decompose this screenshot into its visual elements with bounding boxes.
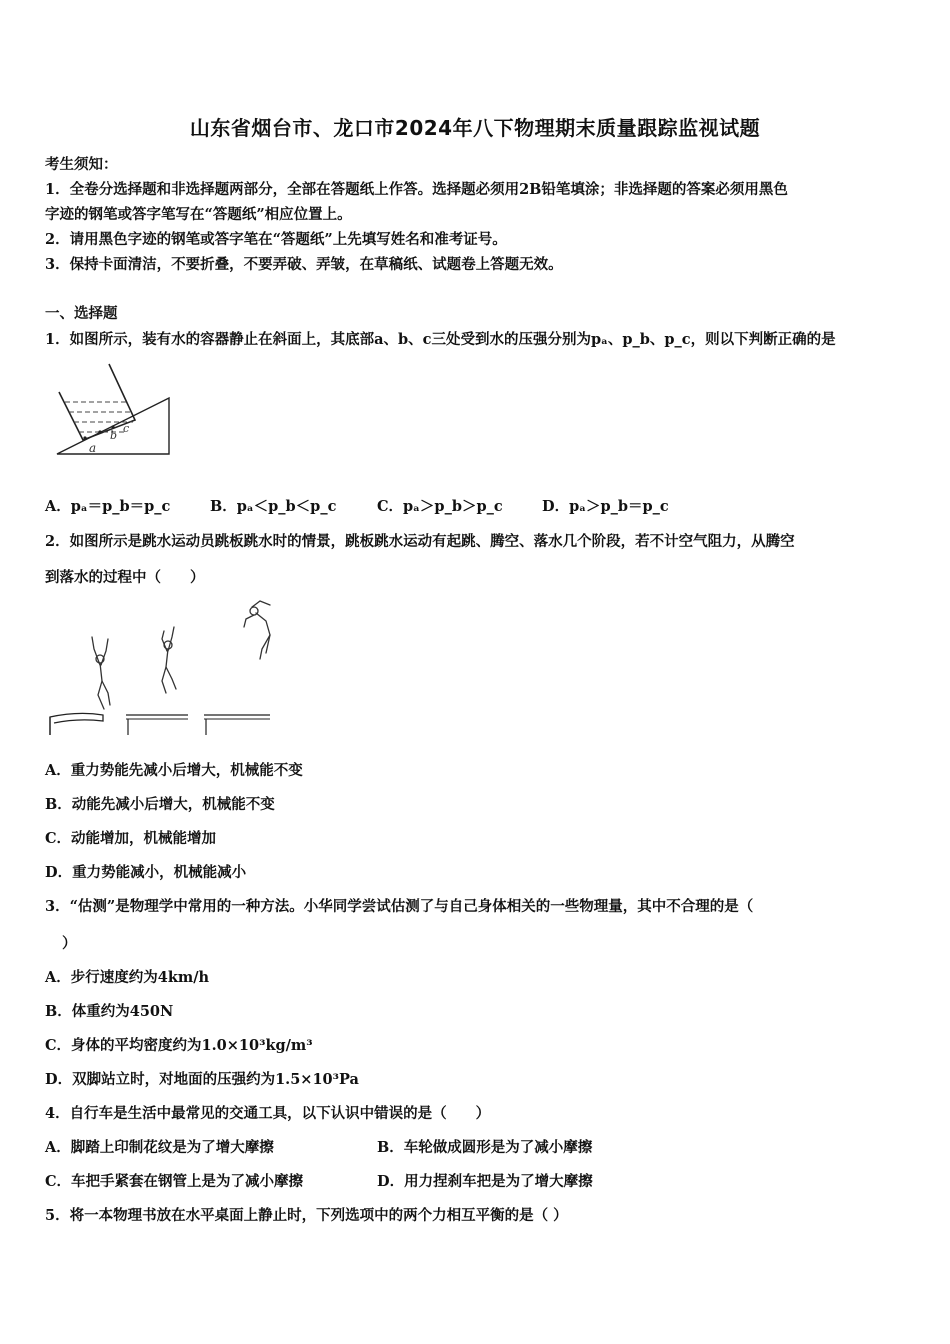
q1-container-on-slope-figure <box>55 362 173 458</box>
section-heading: 一、选择题 <box>45 305 118 322</box>
notice-item-1-line-1: 1．全卷分选择题和非选择题两部分，全部在答题纸上作答。选择题必须用2B铅笔填涂；非选择题的答案必须用黑色 <box>45 181 788 198</box>
q4-option-b[interactable]: B．车轮做成圆形是为了减小摩擦 <box>377 1139 593 1156</box>
q3-option-d[interactable]: D．双脚站立时，对地面的压强约为1.5×10³Pa <box>45 1071 359 1088</box>
q2-stem-line-1: 2．如图所示是跳水运动员跳板跳水时的情景，跳板跳水运动有起跳、腾空、落水几个阶段，若不计空气阻力，从腾空 <box>45 533 795 550</box>
q3-option-c[interactable]: C．身体的平均密度约为1.0×10³kg/m³ <box>45 1037 313 1054</box>
notice-item-3: 3．保持卡面清洁，不要折叠，不要弄破、弄皱，在草稿纸、试题卷上答题无效。 <box>45 256 563 273</box>
q2-option-b[interactable]: B．动能先减小后增大，机械能不变 <box>45 796 275 813</box>
q2-option-c[interactable]: C．动能增加，机械能增加 <box>45 830 217 847</box>
q4-option-d[interactable]: D．用力捏刹车把是为了增大摩擦 <box>377 1173 593 1190</box>
q2-option-d[interactable]: D．重力势能减小，机械能减小 <box>45 864 247 881</box>
q3-stem-line-2: ） <box>62 935 77 952</box>
q1-option-c[interactable]: C．pₐ＞p_b＞p_c <box>377 498 503 515</box>
page-title: 山东省烟台市、龙口市2024年八下物理期末质量跟踪监视试题 <box>189 116 761 140</box>
q4-option-a[interactable]: A．脚踏上印制花纹是为了增大摩擦 <box>45 1139 274 1156</box>
q1-label-b: b <box>110 429 118 442</box>
q1-option-d[interactable]: D．pₐ＞p_b＝p_c <box>542 498 669 515</box>
notice-item-1-line-2: 字迹的钢笔或答字笔写在“答题纸”相应位置上。 <box>45 206 352 223</box>
notice-heading: 考生须知： <box>45 156 118 173</box>
q1-label-c: c <box>123 422 130 435</box>
q3-option-a[interactable]: A．步行速度约为4km/h <box>45 969 210 986</box>
q2-stem-line-2: 到落水的过程中（ ） <box>45 569 205 586</box>
notice-item-2: 2．请用黑色字迹的钢笔或答字笔在“答题纸”上先填写姓名和准考证号。 <box>45 231 507 248</box>
q2-option-a[interactable]: A．重力势能先减小后增大，机械能不变 <box>45 762 303 779</box>
q1-label-a: a <box>89 441 97 455</box>
q1-option-b[interactable]: B．pₐ＜p_b＜p_c <box>210 498 337 515</box>
q2-diver-figure <box>48 597 298 739</box>
q3-option-b[interactable]: B．体重约为450N <box>45 1003 174 1020</box>
q4-stem: 4．自行车是生活中最常见的交通工具，以下认识中错误的是（ ） <box>45 1105 491 1122</box>
q5-stem: 5．将一本物理书放在水平桌面上静止时，下列选项中的两个力相互平衡的是（ ） <box>45 1207 568 1224</box>
q1-option-a[interactable]: A．pₐ＝p_b＝p_c <box>45 498 171 515</box>
q3-stem-line-1: 3．“估测”是物理学中常用的一种方法。小华同学尝试估测了与自己身体相关的一些物理量，其中不合理的是（ <box>45 898 754 915</box>
q1-stem: 1．如图所示，装有水的容器静止在斜面上，其底部a、b、c三处受到水的压强分别为pₐ、p_b、p_c，则以下判断正确的是 <box>45 331 836 348</box>
q4-option-c[interactable]: C．车把手紧套在钢管上是为了减小摩擦 <box>45 1173 304 1190</box>
